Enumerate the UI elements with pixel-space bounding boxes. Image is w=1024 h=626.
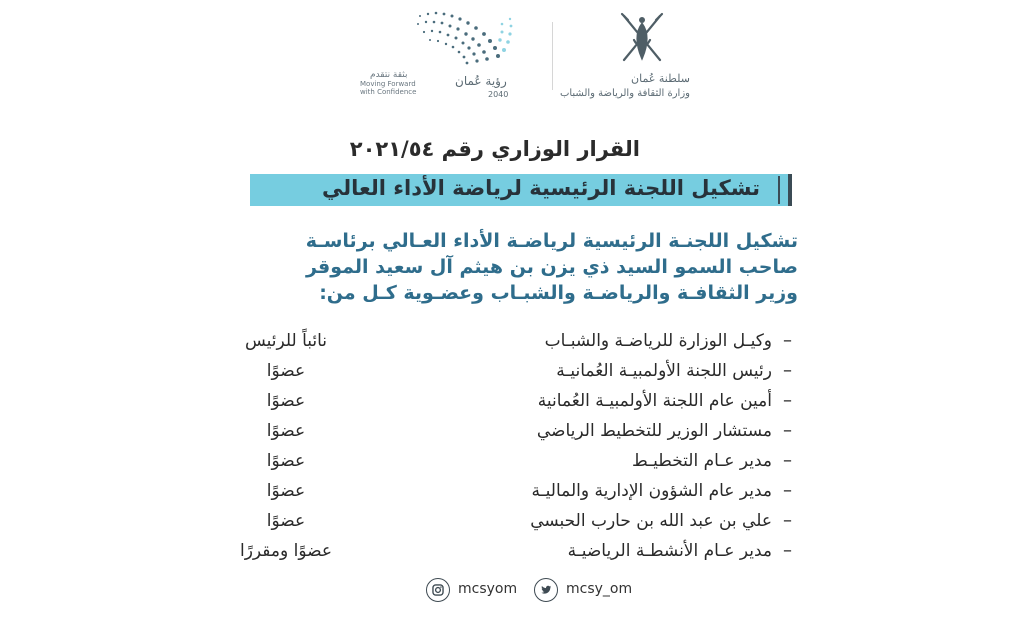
member-position: مستشار الوزير للتخطيط الرياضي xyxy=(536,421,772,441)
member-position: علي بن عبد الله بن حارب الحبسي xyxy=(530,511,772,531)
member-position: أمين عام اللجنة الأولمبيـة العُمانية xyxy=(537,391,772,411)
list-dash: – xyxy=(783,480,792,501)
member-row xyxy=(230,540,800,570)
member-row xyxy=(230,330,800,360)
vision-slogan-line1: Moving Forward xyxy=(360,80,416,88)
list-dash: – xyxy=(783,510,792,531)
vision-2040-logo xyxy=(360,10,540,102)
member-position: رئيس اللجنة الأولمبيـة العُمانيـة xyxy=(556,361,772,381)
twitter-icon xyxy=(534,578,558,602)
vision-slogan-line2: with Confidence xyxy=(360,88,417,96)
member-role: عضوًا xyxy=(266,421,306,441)
banner-accent-line xyxy=(778,176,780,204)
ministry-logo xyxy=(559,10,698,105)
member-role: عضوًا xyxy=(266,451,306,471)
list-dash: – xyxy=(783,390,792,411)
member-row xyxy=(230,360,800,390)
member-position: مدير عام الشؤون الإدارية والماليـة xyxy=(531,481,772,501)
header-divider xyxy=(552,22,553,90)
committee-members-list xyxy=(230,330,800,570)
oman-national-emblem-icon xyxy=(616,10,668,68)
banner-accent-bar xyxy=(788,174,792,206)
intro-line: صاحب السمو السيد ذي يزن بن هيثم آل سعيد الموقر xyxy=(305,256,798,278)
instagram-handle: mcsyom xyxy=(458,581,518,597)
instagram-icon xyxy=(426,578,450,602)
decree-intro xyxy=(238,228,798,306)
intro-line: تشكيل اللجنـة الرئيسية لرياضـة الأداء العـالي برئاسـة xyxy=(305,230,798,252)
member-role: عضوًا xyxy=(266,361,306,381)
vision-slogan-arabic: بثقة نتقدم xyxy=(370,70,408,80)
vision-slogan-english xyxy=(360,80,416,96)
intro-line: وزير الثقافـة والرياضـة والشبـاب وعضـوية كـل من: xyxy=(319,282,798,304)
decree-subject-text: تشكيل اللجنة الرئيسية لرياضة الأداء العالي xyxy=(322,176,760,200)
member-role: نائباً للرئيس xyxy=(244,331,328,351)
member-row xyxy=(230,390,800,420)
member-role: عضوًا xyxy=(266,511,306,531)
vision-spiral-icon xyxy=(400,10,530,80)
member-role: عضوًا xyxy=(266,481,306,501)
member-position: مدير عـام الأنشطـة الرياضيـة xyxy=(567,541,772,561)
decree-title: القرار الوزاري رقم ٢٠٢١/٥٤ xyxy=(349,137,640,161)
member-row xyxy=(230,510,800,540)
member-role: عضوًا ومقررًا xyxy=(239,541,333,561)
twitter-handle: mcsy_om xyxy=(566,581,633,597)
list-dash: – xyxy=(783,540,792,561)
vision-year-text: 2040 xyxy=(488,90,509,99)
list-dash: – xyxy=(783,330,792,351)
member-role: عضوًا xyxy=(266,391,306,411)
list-dash: – xyxy=(783,450,792,471)
member-row xyxy=(230,420,800,450)
member-row xyxy=(230,480,800,510)
ministry-country-text: سلطنة عُمان xyxy=(631,72,690,85)
member-position: وكيـل الوزارة للرياضـة والشبـاب xyxy=(544,331,772,351)
member-position: مدير عـام التخطيـط xyxy=(632,451,772,471)
ministry-name-text: وزارة الثقافة والرياضة والشباب xyxy=(559,88,690,99)
vision-arabic-text: رؤية عُمان xyxy=(455,74,507,88)
list-dash: – xyxy=(783,420,792,441)
list-dash: – xyxy=(783,360,792,381)
member-row xyxy=(230,450,800,480)
decree-subject-banner xyxy=(250,174,790,206)
